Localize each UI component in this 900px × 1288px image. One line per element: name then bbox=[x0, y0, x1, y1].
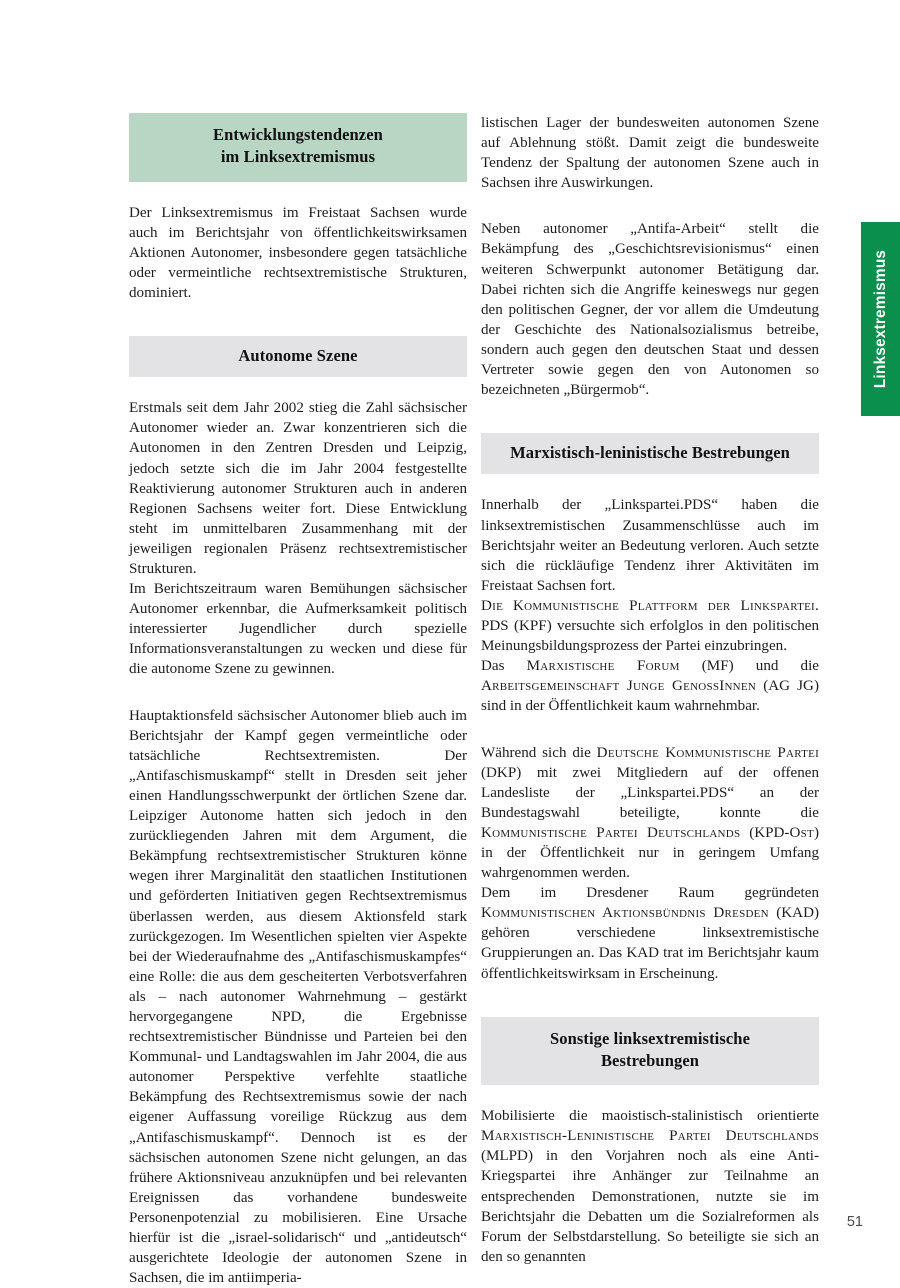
spacer bbox=[129, 303, 467, 336]
side-tab-label: Linksextremismus bbox=[871, 249, 889, 389]
paragraph-ml-3-tail: (AG JG) sind in der Öffentlichkeit kaum wahrnehmbar. bbox=[481, 678, 819, 715]
org-name-kpf: Die Kommunistische Plattform der Linkspartei. bbox=[481, 597, 819, 614]
section-heading-entwicklungstendenzen bbox=[129, 113, 467, 182]
heading-line-1: Entwicklungstendenzen bbox=[213, 125, 383, 144]
spacer bbox=[481, 984, 819, 1017]
left-column bbox=[129, 113, 467, 1288]
paragraph-dkp-mid2: (KPD- bbox=[740, 824, 790, 841]
org-name-kpd: Kommunistische Partei Deutschlands bbox=[481, 824, 741, 841]
paragraph-kad-head: Dem im Dresdener Raum gegründeten bbox=[481, 885, 819, 902]
side-tab-linksextremismus bbox=[861, 222, 900, 416]
heading-sonstige-line-2: Bestrebungen bbox=[600, 1050, 700, 1070]
paragraph-intro: Der Linksextremismus im Freistaat Sachsen wurde auch im Berichtsjahr von öffentlichkeitswirksamen Aktionen Autonomer, insbesondere gegen tatsächliche oder vermeintliche rechtsextremistische Strukturen, dominiert. bbox=[129, 204, 467, 301]
heading-sonstige-line-1: Sonstige linksextremistische bbox=[549, 1028, 751, 1048]
paragraph-antifa-arbeit: Neben autonomer „Antifa-Arbeit“ stellt die Bekämpfung des „Geschichtsrevisionismus“ einen weiteren Schwerpunkt autonomer Betätigung dar. Dabei richten sich die Angriffe keineswegs nur gegen den politischen Gegner, der vor allem die Umdeutung der Geschichte des Nationalsozialismus betreibe, sondern auch gegen den deutschen Staat und dessen Vertreter sowie gegen den von Autonomen so bezeichneten „Bürgermob“. bbox=[481, 221, 819, 399]
org-name-agjg: Arbeitsgemeinschaft Junge GenossInnen bbox=[481, 678, 757, 695]
paragraph-dkp bbox=[481, 743, 819, 884]
paragraph-mlpd-tail: (MLPD) in den Vorjahren noch als eine Anti-Kriegspartei ihre Anhänger zur Teilnahme an entsprechenden Demonstrationen, nutzte sie im Berichtsjahr die Debatten um die Sozialreformen als Forum der Selbstdarstellung. So beteiligte sie sich an den so genannten bbox=[481, 1148, 819, 1265]
section-heading-sonstige bbox=[481, 1017, 819, 1086]
spacer bbox=[129, 680, 467, 706]
paragraph-mlpd-head: Mobilisierte die maoistisch-stalinistisch orientierte bbox=[481, 1108, 819, 1125]
paragraph-ml-3-head: Das bbox=[481, 658, 527, 675]
page-number: 51 bbox=[846, 1214, 863, 1230]
spacer bbox=[129, 182, 467, 203]
right-column bbox=[481, 113, 819, 1267]
spacer bbox=[481, 717, 819, 743]
paragraph-autonome-1: Erstmals seit dem Jahr 2002 stieg die Zahl sächsischer Autonomer wieder an. Zwar konzentrieren sich die Autonomen in den Zentren Dresden und Leipzig, jedoch setzte sich die im Jahr 2004 festgestellte Reaktivierung autonomer Strukturen auch in anderen Regionen Sachsens weiter fort. Diese Entwicklung steht im unmittelbaren Zusammenhang mit der jeweiligen regionalen Präsenz rechtsextremistischer Strukturen. bbox=[129, 400, 467, 578]
org-name-mf: Marxistische Forum bbox=[526, 658, 680, 675]
spacer bbox=[481, 1085, 819, 1106]
paragraph-ml-2 bbox=[481, 596, 819, 656]
spacer bbox=[481, 474, 819, 495]
org-name-mlpd: Marxistisch-Leninistische Partei Deutschlands bbox=[481, 1128, 819, 1145]
spacer bbox=[481, 193, 819, 219]
org-name-kad: Kommunistischen Aktionsbündnis Dresden bbox=[481, 905, 769, 922]
spacer bbox=[481, 400, 819, 433]
paragraph-dkp-mid: (DKP) mit zwei Mitgliedern auf der offenen Landesliste der „Linkspartei.PDS“ an der Bundestagswahl beteiligte, konnte die bbox=[481, 764, 819, 821]
paragraph-kad bbox=[481, 883, 819, 983]
paragraph-ml-2-tail: PDS (KPF) versuchte sich erfolglos in den politischen Meinungsbildungsprozess der Partei einzubringen. bbox=[481, 618, 819, 655]
section-heading-marxistisch-leninistische: Marxistisch-leninistische Bestrebungen bbox=[481, 433, 819, 474]
heading-line-2: im Linksextremismus bbox=[220, 147, 376, 167]
paragraph-autonome-2: Im Berichtszeitraum waren Bemühungen sächsischer Autonomer erkennbar, die Aufmerksamkeit politisch interessierter Jugendlicher durch spezielle Informationsveranstaltungen zu wecken und diese für die autonome Szene zu gewinnen. bbox=[129, 581, 467, 678]
paragraph-dkp-head: Während sich die bbox=[481, 744, 597, 761]
paragraph-mlpd bbox=[481, 1106, 819, 1267]
org-name-dkp: Deutsche Kommunistische Partei bbox=[596, 744, 819, 761]
spacer bbox=[129, 377, 467, 398]
paragraph-continued: listischen Lager der bundesweiten autonomen Szene auf Ablehnung stößt. Damit zeigt die bundesweite Tendenz der Spaltung der autonomen Szene auch in Sachsen ihre Auswirkungen. bbox=[481, 115, 819, 192]
paragraph-ml-3-mid: (MF) und die bbox=[679, 658, 819, 675]
paragraph-ml-1: Innerhalb der „Linkspartei.PDS“ haben die linksextremistischen Zusammenschlüsse auch im Berichtsjahr weiter an Bedeutung verloren. Auch setzte sich die rückläufige Tendenz ihrer Aktivitäten im Freistaat Sachsen fort. bbox=[481, 497, 819, 594]
paragraph-kad-tail: (KAD) gehören verschiedene linksextremistische Gruppierungen an. Das KAD trat im Berichtsjahr kaum öffentlichkeitswirksam in Erscheinung. bbox=[481, 905, 819, 982]
section-heading-autonome-szene: Autonome Szene bbox=[129, 336, 467, 377]
paragraph-ml-3 bbox=[481, 656, 819, 716]
paragraph-hauptaktionsfeld: Hauptaktionsfeld sächsischer Autonomer blieb auch im Berichtsjahr der Kampf gegen vermeintliche oder tatsächliche Rechtsextremisten. Der „Antifaschismuskampf“ stellt in Dresden seit jeher einen Handlungsschwerpunkt der örtlichen Szene dar. Leipziger Autonome hatten sich jedoch in den zurückliegenden Jahren mit dem Argument, die Bekämpfung rechtsextremistischer Strukturen könne wegen ihrer Marginalität den staatlichen Institutionen und geförderten Initiativen gegen Rechtsextremismus überlassen werden, aus diesem Aktionsfeld stark zurückgezogen. Im Wesentlichen spielten vier Aspekte bei der Wiederaufnahme des „Antifaschismuskampfes“ eine Rolle: die aus dem gescheiterten Verbotsverfahren als – nach autonomer Wahrnehmung – gestärkt hervorgegangene NPD, die Ergebnisse rechtsextremistischer Bündnisse und Parteien bei den Kommunal- und Landtagswahlen im Jahr 2004, die aus autonomer Perspektive verfehlte staatliche Bekämpfung des Rechtsextremismus sowie der nach eigener Auffassung voreilige Rückzug aus dem „Antifaschismuskampf“. Dennoch ist es der sächsischen autonomen Szene nicht gelungen, an das frühere Aktionsniveau anzuknüpfen und bei relevanten Ereignissen das vorhandene bundesweite Personenpotenzial zu mobilisieren. Eine Ursache hierfür ist die „israel-solidarisch“ und „antideutsch“ ausgerichtete Ideologie der autonomen Szene in Sachsen, die im antiimperia- bbox=[129, 707, 467, 1287]
paragraph-dkp-tail: ) in der Öffentlichkeit nur in geringem Umfang wahrgenommen werden. bbox=[481, 824, 819, 882]
org-name-kpd-ost: Ost bbox=[789, 824, 814, 841]
